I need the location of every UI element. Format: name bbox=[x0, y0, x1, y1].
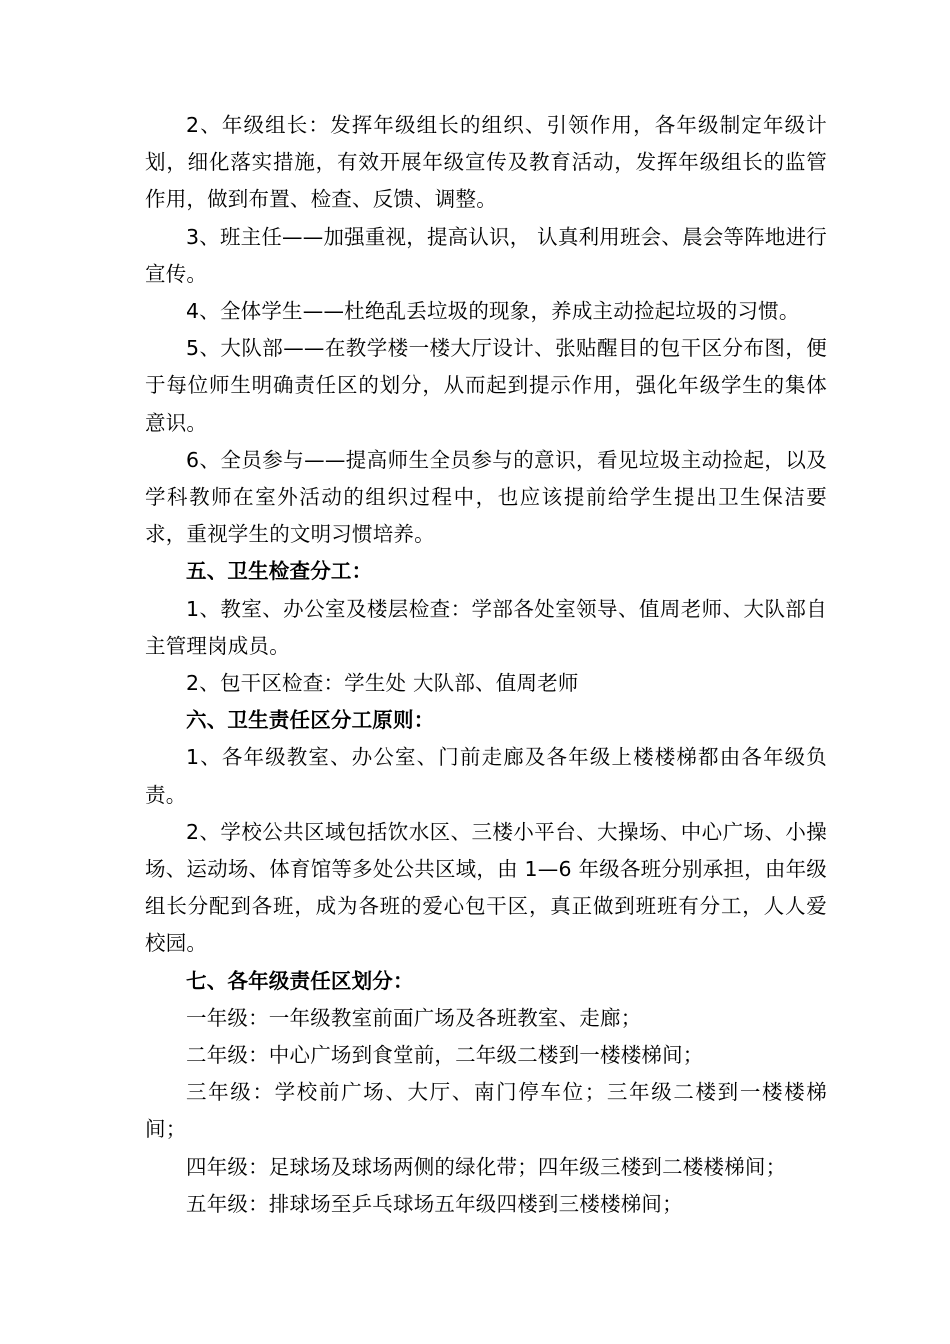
document-page bbox=[145, 107, 827, 1223]
paragraph-all-participation: 6、全员参与——提高师生全员参与的意识，看见垃圾主动捡起，以及学科教师在室外活动的组织过程中，也应该提前给学生提出卫生保洁要求，重视学生的文明习惯培养。 bbox=[145, 447, 827, 547]
heading-section-6: 六、卫生责任区分工原则： bbox=[186, 708, 435, 733]
paragraph-class-teacher: 3、班主任——加强重视，提高认识， 认真利用班会、晨会等阵地进行宣传。 bbox=[145, 224, 827, 286]
paragraph-brigade: 5、大队部——在教学楼一楼大厅设计、张贴醒目的包干区分布图，便于每位师生明确责任区的划分，从而起到提示作用，强化年级学生的集体意识。 bbox=[145, 336, 827, 435]
paragraph-principle-2: 2、学校公共区域包括饮水区、三楼小平台、大操场、中心广场、小操场、运动场、体育馆等多处公共区域，由 1—6 年级各班分别承担，由年级组长分配到各班，成为各班的爱心包干区，真正做到班班有分工，人人爱校园。 bbox=[145, 819, 827, 956]
paragraph-all-students: 4、全体学生——杜绝乱丢垃圾的现象，养成主动捡起垃圾的习惯。 bbox=[186, 299, 800, 324]
heading-section-7: 七、各年级责任区划分： bbox=[186, 968, 414, 993]
paragraph-grade-4: 四年级：足球场及球场两侧的绿化带；四年级三楼到二楼楼梯间； bbox=[186, 1154, 787, 1179]
paragraph-inspection-1: 1、教室、办公室及楼层检查：学部各处室领导、值周老师、大队部自主管理岗成员。 bbox=[145, 596, 827, 658]
paragraph-grade-5: 五年级：排球场至乒乓球场五年级四楼到三楼楼梯间； bbox=[186, 1191, 683, 1216]
paragraph-principle-1: 1、各年级教室、办公室、门前走廊及各年级上楼楼梯都由各年级负责。 bbox=[145, 745, 827, 807]
heading-section-5: 五、卫生检查分工： bbox=[186, 559, 373, 584]
paragraph-grade-2: 二年级：中心广场到食堂前，二年级二楼到一楼楼梯间； bbox=[186, 1043, 704, 1068]
paragraph-grade-1: 一年级：一年级教室前面广场及各班教室、走廊； bbox=[186, 1005, 642, 1030]
paragraph-grade-leader: 2、年级组长：发挥年级组长的组织、引领作用，各年级制定年级计划，细化落实措施，有效开展年级宣传及教育活动，发挥年级组长的监管作用，做到布置、检查、反馈、调整。 bbox=[145, 113, 827, 212]
paragraph-grade-3: 三年级：学校前广场、大厅、南门停车位；三年级二楼到一楼楼梯间； bbox=[145, 1080, 827, 1142]
paragraph-inspection-2: 2、包干区检查：学生处 大队部、值周老师 bbox=[186, 671, 579, 696]
